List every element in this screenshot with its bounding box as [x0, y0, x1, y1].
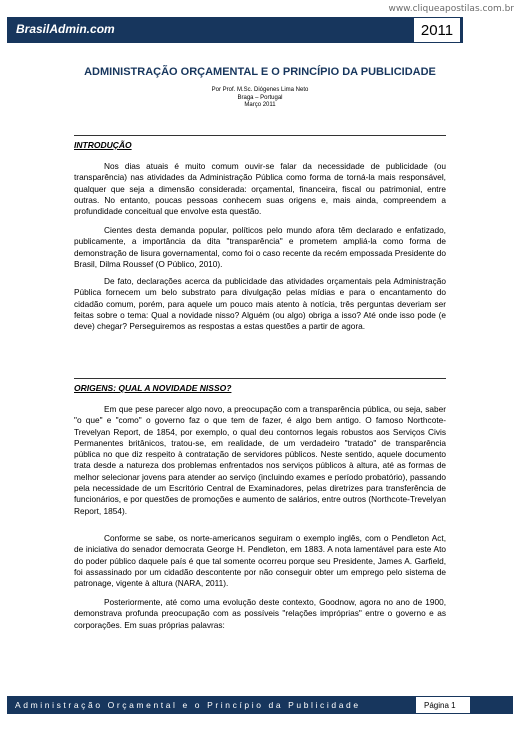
watermark[interactable]: www.cliqueapostilas.com.br: [388, 4, 514, 14]
paragraph: Conforme se sabe, os norte-americanos seguiram o exemplo inglês, com o Pendleton Act, de iniciativa do senador democrata George H. Pendleton, em 1883. A nota lamentável para este Ato do poder público daquele país é que tal somente ocorreu porque seu Presidente, James A. Garfield, foi assassinado por um cidadão descontente por não conseguir obter um emprego pelo sistema de patronage, vigente à altura (NARA, 2011).: [74, 533, 446, 589]
paragraph: Cientes desta demanda popular, políticos pelo mundo afora têm declarado e enfatizado, publicamente, a importância da dita "transparência" e prometem ampliá-la como forma de demonstração de lisura governamental, como foi o caso recente da recém empossada Presidente do Brasil, Dilma Roussef (O Público, 2010).: [74, 225, 446, 269]
year-box: [413, 17, 461, 43]
byline-author: Por Prof. M.Sc. Diógenes Lima Neto: [211, 87, 309, 93]
header-bar: [7, 17, 463, 43]
brand-name[interactable]: BrasilAdmin.com: [16, 22, 115, 36]
year-label: 2011: [420, 22, 454, 39]
footer-running-title: Administração Orçamental e o Princípio da Publicidade: [15, 700, 361, 710]
page-number: Página 1: [424, 701, 456, 710]
paragraph: Em que pese parecer algo novo, a preocupação com a transparência pública, ou seja, saber "o que" e "como" o governo faz o que tem de fazer, é algo bem antigo. O famoso Northcote-Trevelyan Report, de 1854, por exemplo, o qual deu contornos legais robustos aos Serviços Civis Permanentes britânicos, tratou-se, em realidade, de um verdadeiro "tratado" de transparência pública no que diz respeito à contratação de servidores públicos. Neste sentido, aquele documento trata desde a natureza dos problemas enfrentados nos serviços públicos à altura, até as formas de melhor selecionar jovens para atender ao serviço (incluindo exames e período probatório), passando pela necessidade de um Escritório Central de Examinadores, pelas diretrizes para transferência de funcionários, e por questões de promoções e aumento de salários, entre outros (Northcote-Trevelyan Report, 1854).: [74, 404, 446, 516]
paragraph: De fato, declarações acerca da publicidade das atividades orçamentais pela Administração Pública fornecem um belo substrato para divulgação pelas mídias e para o encantamento do cidadão comum, porém, para aquele um pouco mais atento à notícia, três perguntas deveriam ser feitas sobre o tema: Qual a novidade nisso? Alguém (ou algo) obriga a isso? Até onde isso pode (e deve) chegar? Perseguiremos as respostas a estas questões a partir de agora.: [74, 276, 446, 332]
paragraph: Nos dias atuais é muito comum ouvir-se falar da necessidade de publicidade (ou transparência) nas atividades da Administração Pública como forma de torná-la mais responsável, qualquer que seja a dimensão considerada: orçamental, financeira, fiscal ou patrimonial, entre outras. No entanto, poucas pessoas conhecem suas origens e, mais ainda, compreendem a profundidade conceitual que envolve esta questão.: [74, 161, 446, 217]
document-title: ADMINISTRAÇÃO ORÇAMENTAL E O PRINCÍPIO DA PUBLICIDADE: [84, 66, 436, 78]
byline-date: Março 2011: [244, 102, 276, 108]
section-heading-origens: ORIGENS: QUAL A NOVIDADE NISSO?: [74, 378, 446, 393]
byline: [0, 87, 520, 110]
paragraph: Posteriormente, até como uma evolução deste contexto, Goodnow, agora no ano de 1900, demonstrava profunda preocupação com as possíveis "relações impróprias" entre o governo e as corporações. Em suas próprias palavras:: [74, 597, 446, 630]
byline-location: Braga – Portugal: [237, 94, 283, 101]
page-number-box: [415, 696, 471, 714]
section-heading-introducao: INTRODUÇÃO: [74, 135, 446, 150]
